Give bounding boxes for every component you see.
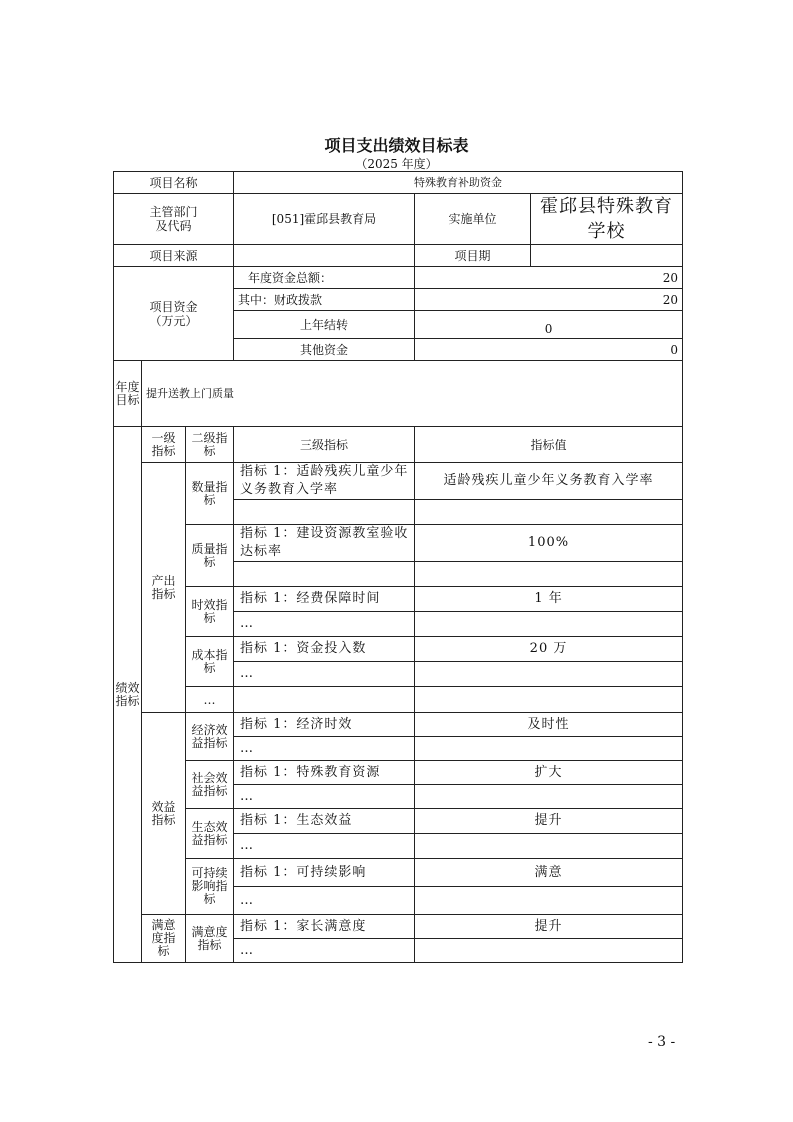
page-number: - 3 -: [648, 1034, 676, 1050]
satisfaction-indicator-2: …: [234, 939, 415, 963]
project-name-value: 特殊教育补助资金: [234, 172, 683, 194]
quantity-indicator-1-value: 适龄残疾儿童少年义务教育入学率: [415, 463, 683, 500]
funds-total-label: 年度资金总额：: [234, 267, 415, 289]
satisfaction-sub-label: 满意度指标: [186, 915, 234, 963]
ecological-indicator-1: 指标 1：生态效益: [234, 809, 415, 834]
social-indicator-2: …: [234, 785, 415, 809]
timeliness-indicator-1: 指标 1：经费保障时间: [234, 587, 415, 612]
cost-indicator-1: 指标 1：资金投入数: [234, 637, 415, 662]
table-row: [114, 587, 683, 612]
quantity-indicators-label: 数量指标: [186, 463, 234, 525]
cost-indicator-2-value: [415, 662, 683, 687]
department-value: [051]霍邱县教育局: [234, 194, 415, 245]
project-period-label: 项目期: [415, 245, 531, 267]
quality-indicator-2: [234, 562, 415, 587]
table-row: [114, 713, 683, 737]
quality-indicator-1-value: 100%: [415, 525, 683, 562]
indicator-header-row: [114, 427, 683, 463]
ecological-indicator-2: …: [234, 834, 415, 859]
annual-goal-row: [114, 361, 683, 427]
quality-indicator-1: 指标 1：建设资源教室验收达标率: [234, 525, 415, 562]
social-indicators-label: 社会效益指标: [186, 761, 234, 809]
quantity-indicator-1: 指标 1：适龄残疾儿童少年义务教育入学率: [234, 463, 415, 500]
funds-other-label: 其他资金: [234, 339, 415, 361]
performance-goal-table: [113, 171, 683, 963]
performance-indicators-label: 绩效指标: [114, 427, 142, 963]
header-value: 指标值: [415, 427, 683, 463]
funds-carryover-value: 0: [415, 311, 683, 339]
funds-fiscal-value: 20: [415, 289, 683, 311]
ecological-indicator-1-value: 提升: [415, 809, 683, 834]
funds-total-value: 20: [415, 267, 683, 289]
quality-indicators-label: 质量指标: [186, 525, 234, 587]
table-row: [114, 761, 683, 785]
social-indicator-1-value: 扩大: [415, 761, 683, 785]
timeliness-indicator-2-value: [415, 612, 683, 637]
table-row: [114, 463, 683, 500]
table-subtitle: （2025 年度）: [355, 157, 438, 171]
social-indicator-1: 指标 1：特殊教育资源: [234, 761, 415, 785]
project-funds-label: 项目资金 （万元）: [114, 267, 234, 361]
sustainable-indicator-2: …: [234, 887, 415, 915]
timeliness-indicators-label: 时效指标: [186, 587, 234, 637]
economic-indicator-1-value: 及时性: [415, 713, 683, 737]
table-row: [114, 525, 683, 562]
project-source-value: [234, 245, 415, 267]
economic-indicator-2: …: [234, 737, 415, 761]
table-title: 项目支出绩效目标表: [324, 136, 469, 155]
table-row: [114, 637, 683, 662]
table-row: [114, 915, 683, 939]
table-row: [114, 859, 683, 887]
funds-carryover-label: 上年结转: [234, 311, 415, 339]
cost-indicator-2: …: [234, 662, 415, 687]
cost-indicator-1-value: 20 万: [415, 637, 683, 662]
funds-total-row: [114, 267, 683, 289]
quality-indicator-2-value: [415, 562, 683, 587]
output-more-label: …: [186, 687, 234, 713]
funds-other-value: 0: [415, 339, 683, 361]
timeliness-indicator-2: …: [234, 612, 415, 637]
ecological-indicators-label: 生态效益指标: [186, 809, 234, 859]
timeliness-indicator-1-value: 1 年: [415, 587, 683, 612]
table-row: [114, 809, 683, 834]
sustainable-indicator-1-value: 满意: [415, 859, 683, 887]
satisfaction-indicator-1: 指标 1：家长满意度: [234, 915, 415, 939]
project-source-label: 项目来源: [114, 245, 234, 267]
implementer-label: 实施单位: [415, 194, 531, 245]
department-label: 主管部门 及代码: [114, 194, 234, 245]
economic-indicators-label: 经济效益指标: [186, 713, 234, 761]
annual-goal-value: 提升送教上门质量: [142, 361, 683, 427]
department-row: [114, 194, 683, 245]
quantity-indicator-2: [234, 500, 415, 525]
cost-indicators-label: 成本指标: [186, 637, 234, 687]
header-level2: 二级指标: [186, 427, 234, 463]
quantity-indicator-2-value: [415, 500, 683, 525]
implementer-value: 霍邱县特殊教育学校: [531, 194, 683, 245]
project-source-row: [114, 245, 683, 267]
annual-goal-label: 年度目标: [114, 361, 142, 427]
output-indicators-label: 产出指标: [142, 463, 186, 713]
satisfaction-indicators-label: 满意度指标: [142, 915, 186, 963]
table-row: [114, 687, 683, 713]
sustainable-indicators-label: 可持续影响指标: [186, 859, 234, 915]
project-period-value: [531, 245, 683, 267]
header-level3: 三级指标: [234, 427, 415, 463]
project-name-label: 项目名称: [114, 172, 234, 194]
project-name-row: [114, 172, 683, 194]
benefit-indicators-label: 效益指标: [142, 713, 186, 915]
header-level1: 一级指标: [142, 427, 186, 463]
satisfaction-indicator-1-value: 提升: [415, 915, 683, 939]
funds-fiscal-label: 其中：财政拨款: [234, 289, 415, 311]
economic-indicator-1: 指标 1：经济时效: [234, 713, 415, 737]
sustainable-indicator-1: 指标 1：可持续影响: [234, 859, 415, 887]
